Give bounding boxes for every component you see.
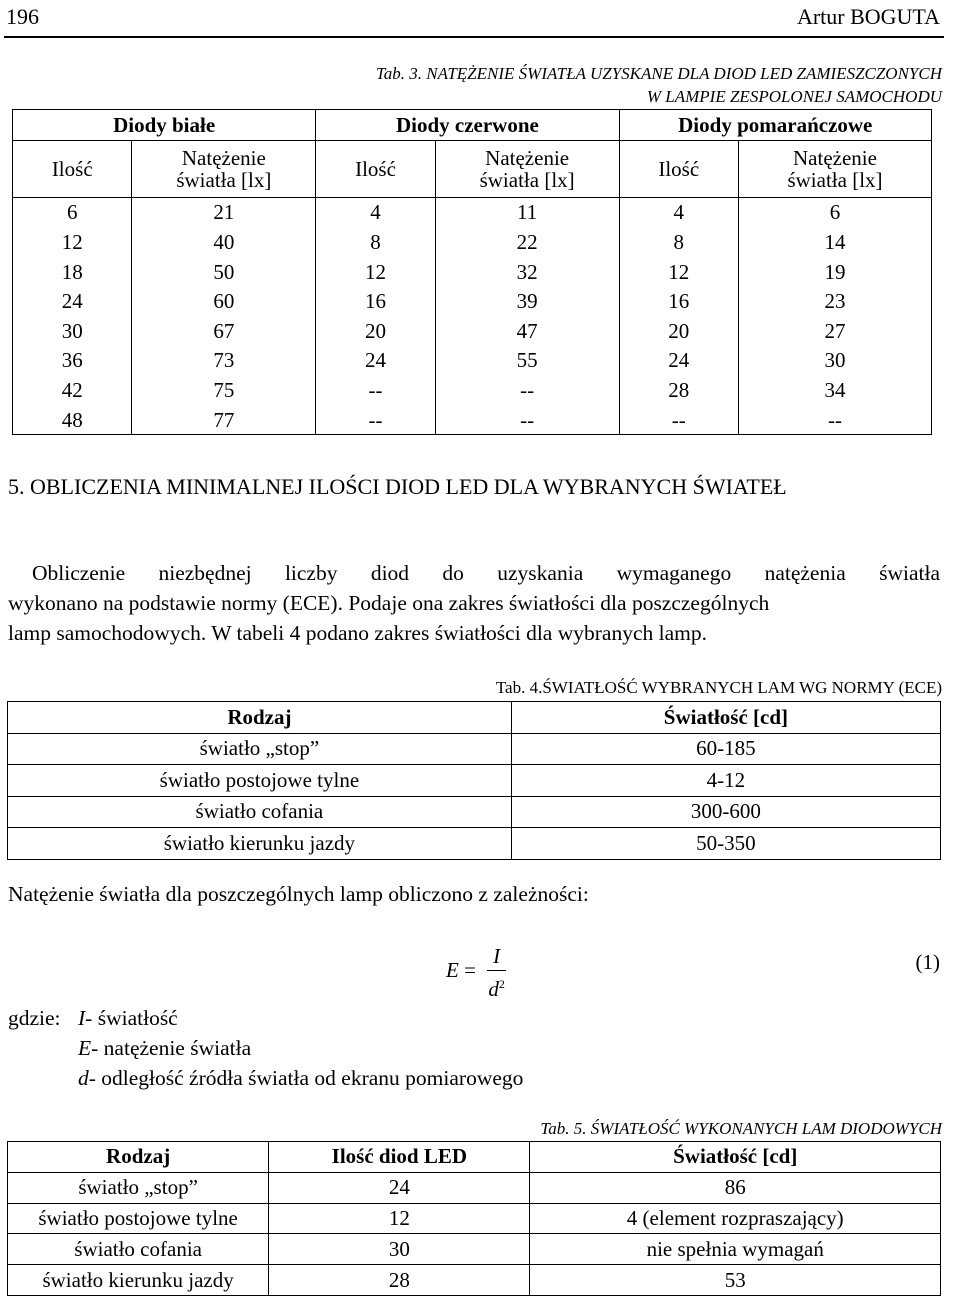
definition-text: - światłość [85,1006,178,1030]
formula-number: (1) [915,950,940,974]
table-row [13,197,932,227]
table-cell: światło kierunku jazdy [8,828,512,860]
table-cell: -- [435,405,619,435]
table-cell: 36 [13,346,132,376]
definition-row [8,1003,523,1033]
table-cell: 75 [132,375,316,405]
formula-denominator [487,971,506,1002]
table-cell: 40 [132,227,316,257]
col-header-intensity-l1: Natężenie [793,145,877,170]
table-cell: 60 [132,286,316,316]
formula-numerator: I [487,942,506,971]
group-header-orange: Diody pomarańczowe [619,110,931,141]
where-label: gdzie: [8,1006,61,1030]
section-heading: 5. OBLICZENIA MINIMALNEJ ILOŚCI DIOD LED DLA WYBRANYCH ŚWIATEŁ [8,474,787,499]
table4-norm-intensity [7,701,941,860]
table-cell: 67 [132,316,316,346]
table-cell: 30 [739,346,932,376]
table-cell: światło „stop” [8,1172,269,1203]
table-row [8,796,941,828]
table-row [8,1234,941,1265]
table-row [8,1265,941,1296]
table-cell: 16 [316,286,435,316]
table-cell: 21 [132,197,316,227]
table3-caption-line1: Tab. 3. NATĘŻENIE ŚWIATŁA UZYSKANE DLA DIOD LED ZAMIESZCZONYCH [375,64,942,83]
col-header-type: Rodzaj [8,1142,269,1173]
table5-header-row [8,1142,941,1173]
table-cell: 55 [435,346,619,376]
formula-equation [446,942,506,1002]
table-cell: 8 [619,227,738,257]
table-cell: 77 [132,405,316,435]
table-cell: 20 [619,316,738,346]
paragraph-line: lamp samochodowych. W tabeli 4 podano zakres światłości dla wybranych lamp. [8,621,707,645]
table-row [8,765,941,797]
table-cell: 24 [13,286,132,316]
col-header-qty: Ilość [316,140,435,197]
table-cell: 12 [619,257,738,287]
table-cell: 32 [435,257,619,287]
table-cell: -- [316,375,435,405]
header-rule [4,36,944,38]
table-cell: 24 [619,346,738,376]
table-row [13,257,932,287]
table-cell: 4 [619,197,738,227]
table3-caption [4,62,942,108]
table-cell: światło cofania [8,1234,269,1265]
table-cell: 28 [269,1265,530,1296]
table-cell: 18 [13,257,132,287]
table-cell: 23 [739,286,932,316]
table-cell: 86 [530,1172,941,1203]
table-cell: 42 [13,375,132,405]
table-row [13,286,932,316]
table-cell: 27 [739,316,932,346]
group-header-white: Diody białe [13,110,316,141]
table-cell: światło postojowe tylne [8,765,512,797]
table-row [8,733,941,765]
running-header-author: Artur BOGUTA [796,4,940,29]
table3-column-header-row [13,140,932,197]
table-cell: światło cofania [8,796,512,828]
table-row [8,1203,941,1234]
paragraph-line: Obliczenie niezbędnej liczby diod do uzyskania wymaganego natężenia światła [32,561,940,585]
table-row [8,828,941,860]
table-cell: 50 [132,257,316,287]
table-cell: 14 [739,227,932,257]
table3-led-intensity [12,109,932,435]
table-cell: 30 [13,316,132,346]
table3-caption-line2: W LAMPIE ZESPOLONEJ SAMOCHODU [646,87,942,106]
table-cell: 30 [269,1234,530,1265]
col-header-intensity-l1: Natężenie [485,145,570,170]
definition-symbol: d [78,1066,89,1090]
table-cell: 48 [13,405,132,435]
table5-caption: Tab. 5. ŚWIATŁOŚĆ WYKONANYCH LAM DIODOWYCH [540,1119,942,1138]
col-header-intensity [132,140,316,197]
table-cell: -- [739,405,932,435]
body-paragraph [8,558,940,648]
formula-intro: Natężenie światła dla poszczególnych lamp obliczono z zależności: [8,882,589,906]
table-cell: 16 [619,286,738,316]
table-cell: 4-12 [511,765,940,797]
table-cell: 12 [13,227,132,257]
col-header-intensity [435,140,619,197]
table-cell: 22 [435,227,619,257]
table-cell: 19 [739,257,932,287]
table-cell: 34 [739,375,932,405]
col-header-intensity [739,140,932,197]
table-cell: nie spełnia wymagań [530,1234,941,1265]
col-header-intensity-l2: światła [lx] [479,167,575,192]
col-header-luminous-intensity: Światłość [cd] [511,702,940,734]
table-cell: 47 [435,316,619,346]
table-cell: 20 [316,316,435,346]
table4-header-row [8,702,941,734]
col-header-type: Rodzaj [8,702,512,734]
table-cell: 39 [435,286,619,316]
table-cell: -- [316,405,435,435]
col-header-intensity-l2: światła [lx] [176,167,272,192]
formula-fraction [487,942,506,1002]
definition-symbol: I [78,1006,86,1030]
formula-lhs: E [446,957,459,982]
table-cell: 300-600 [511,796,940,828]
col-header-led-count: Ilość diod LED [269,1142,530,1173]
col-header-intensity-l1: Natężenie [181,145,266,170]
table-cell: -- [435,375,619,405]
table-cell: 24 [269,1172,530,1203]
table-cell: 24 [316,346,435,376]
group-header-red: Diody czerwone [316,110,619,141]
table-cell: 11 [435,197,619,227]
page-number: 196 [6,4,39,29]
col-header-qty: Ilość [619,140,738,197]
definition-text: - natężenie światła [91,1036,252,1060]
table-cell: światło kierunku jazdy [8,1265,269,1296]
table4-caption: Tab. 4.ŚWIATŁOŚĆ WYBRANYCH LAM WG NORMY (ECE) [495,678,942,697]
table-row [13,227,932,257]
table-cell: 6 [739,197,932,227]
table-cell: 4 [316,197,435,227]
table-cell: 12 [316,257,435,287]
table3-group-header-row [13,110,932,141]
col-header-intensity-l2: światła [lx] [787,167,883,192]
table-cell: 8 [316,227,435,257]
definition-symbol: E [78,1036,92,1060]
table-cell: 73 [132,346,316,376]
table-cell: 53 [530,1265,941,1296]
table-cell: 12 [269,1203,530,1234]
table-row [13,316,932,346]
formula-denominator-base: d [488,977,499,1001]
table-row [13,375,932,405]
formula-exponent: 2 [498,977,505,991]
table-row [13,405,932,435]
table-cell: 6 [13,197,132,227]
table5-led-lamps [7,1141,941,1296]
paragraph-line: wykonano na podstawie normy (ECE). Podaje ona zakres światłości dla poszczególnych [8,591,770,615]
definition-text: - odległość źródła światła od ekranu pomiarowego [88,1066,524,1090]
formula-equals: = [464,957,476,982]
table-cell: światło postojowe tylne [8,1203,269,1234]
table-row [8,1172,941,1203]
formula-definitions [8,1003,523,1093]
definition-row [8,1063,523,1093]
table-cell: 28 [619,375,738,405]
table-row [13,346,932,376]
table-cell: światło „stop” [8,733,512,765]
table-cell: 4 (element rozpraszający) [530,1203,941,1234]
col-header-luminous-intensity: Światłość [cd] [530,1142,941,1173]
table-cell: 60-185 [511,733,940,765]
definition-row [8,1033,523,1063]
col-header-qty: Ilość [13,140,132,197]
table-cell: 50-350 [511,828,940,860]
table-cell: -- [619,405,738,435]
